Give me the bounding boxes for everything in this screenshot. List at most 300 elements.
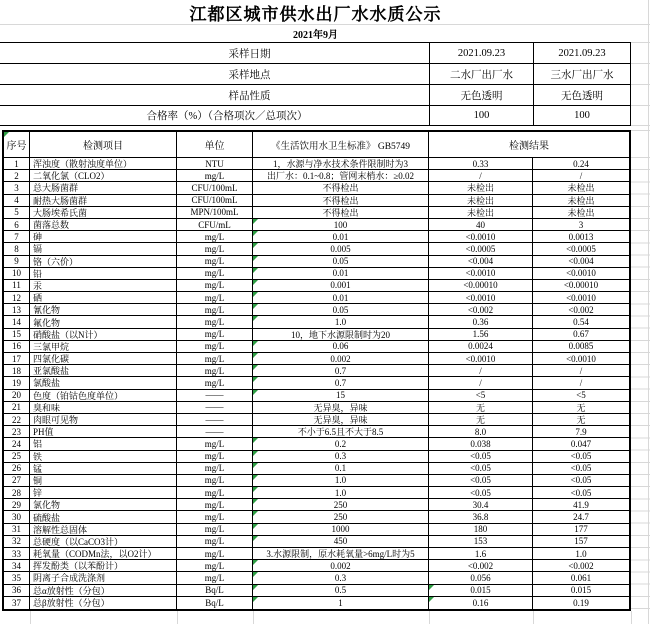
cell-unit: mg/L xyxy=(177,548,253,559)
cell-result-plant2: 未检出 xyxy=(429,195,533,206)
cell-result-plant3: 0.061 xyxy=(570,572,592,583)
info-row-pass-rate xyxy=(0,106,631,126)
green-triangle-indicator xyxy=(253,572,258,577)
green-triangle-indicator xyxy=(253,597,258,602)
cell-result-plant2: <0.0010 xyxy=(429,231,533,242)
cell-item-name: 挥发酚类（以苯酚计） xyxy=(30,560,177,571)
report-month: 2021年9月 xyxy=(0,25,631,43)
table-row xyxy=(4,353,629,365)
cell-unit: MPN/100mL xyxy=(177,207,253,218)
green-triangle-indicator xyxy=(253,585,258,590)
cell-row-number: 11 xyxy=(4,280,30,291)
cell-result-plant2: <0.05 xyxy=(429,451,533,462)
cell-item-name: 砷 xyxy=(30,231,177,242)
cell-result-plant2: / xyxy=(429,365,533,376)
cell-item-name: 硒 xyxy=(30,292,177,303)
cell-item-name: 氯化物 xyxy=(30,499,177,510)
cell-standard-limit: 1 xyxy=(253,597,429,609)
cell-row-number: 37 xyxy=(4,597,30,609)
table-row xyxy=(4,341,629,353)
cell-unit: mg/L xyxy=(177,231,253,242)
cell-row-number: 28 xyxy=(4,487,30,498)
cell-item-name: 锰 xyxy=(30,463,177,474)
green-triangle-indicator xyxy=(253,268,258,273)
header-standard: 《生活饮用水卫生标准》 GB5749 xyxy=(253,132,429,157)
cell-standard-limit: 450 xyxy=(253,536,429,547)
cell-row-number: 10 xyxy=(4,268,30,279)
grid-line xyxy=(631,611,632,624)
green-triangle-indicator xyxy=(253,231,258,236)
green-triangle-indicator xyxy=(253,511,258,516)
cell-item-name: 总β放射性（分包） xyxy=(30,597,177,609)
cell-row-number: 26 xyxy=(4,463,30,474)
header-item: 检测项目 xyxy=(30,132,177,157)
cell-standard-limit: 3.水源限制，原水耗氧量>6mg/L时为5 xyxy=(253,548,429,559)
cell-result-plant3: 0.19 xyxy=(573,597,589,608)
cell-standard-limit: 0.3 xyxy=(253,572,429,583)
table-row xyxy=(4,280,629,292)
green-triangle-indicator xyxy=(253,475,258,480)
table-row xyxy=(4,572,629,584)
cell-result-plant2: 无 xyxy=(429,402,533,413)
table-row xyxy=(4,304,629,316)
cell-result-plant2: 0.015 xyxy=(429,585,533,596)
cell-item-name: 臭和味 xyxy=(30,402,177,413)
cell-result-plant3: / xyxy=(579,170,583,181)
green-triangle-indicator xyxy=(253,499,258,504)
table-row xyxy=(4,426,629,438)
cell-standard-limit: 15 xyxy=(253,390,429,401)
cell-result-plant3: 177 xyxy=(574,524,588,535)
cell-row-number: 20 xyxy=(4,390,30,401)
table-row xyxy=(4,597,629,609)
green-triangle-indicator xyxy=(253,390,258,395)
cell-standard-limit: 250 xyxy=(253,511,429,522)
cell-standard-limit: 出厂水：0.1~0.8；管网末梢水：≥0.02 xyxy=(253,170,429,181)
grid-line xyxy=(648,0,649,624)
cell-standard-limit: 1，水源与净水技术条件限制时为3 xyxy=(253,158,429,169)
cell-result-plant3: 0.24 xyxy=(573,158,589,169)
cell-standard-limit: 0.3 xyxy=(253,451,429,462)
grid-line xyxy=(253,611,254,624)
sampling-date-label: 采样日期 xyxy=(0,43,430,63)
cell-item-name: 大肠埃希氏菌 xyxy=(30,207,177,218)
cell-result-plant2: <0.002 xyxy=(429,560,533,571)
cell-unit: mg/L xyxy=(177,499,253,510)
cell-item-name: 镉 xyxy=(30,243,177,254)
cell-standard-limit: 0.001 xyxy=(253,280,429,291)
cell-item-name: PH值 xyxy=(30,426,177,437)
cell-unit: CFU/100mL xyxy=(177,195,253,206)
cell-unit: mg/L xyxy=(177,170,253,181)
table-row xyxy=(4,511,629,523)
sampling-place-plant3: 三水厂出厂水 xyxy=(534,64,631,84)
cell-unit: mg/L xyxy=(177,292,253,303)
cell-unit: mg/L xyxy=(177,524,253,535)
cell-unit: mg/L xyxy=(177,487,253,498)
cell-unit: mg/L xyxy=(177,438,253,449)
cell-result-plant2: <0.00010 xyxy=(429,280,533,291)
cell-result-plant2: 0.33 xyxy=(429,158,533,169)
green-triangle-indicator xyxy=(253,463,258,468)
cell-result-plant3: <0.05 xyxy=(570,451,592,462)
cell-row-number: 36 xyxy=(4,585,30,596)
green-triangle-indicator xyxy=(4,132,9,137)
cell-row-number: 8 xyxy=(4,243,30,254)
cell-result-plant2: 8.0 xyxy=(429,426,533,437)
green-triangle-indicator xyxy=(429,597,434,602)
cell-unit: mg/L xyxy=(177,511,253,522)
cell-item-name: 总硬度（以CaCO3计） xyxy=(30,536,177,547)
cell-unit: mg/L xyxy=(177,268,253,279)
info-row-sampling-place xyxy=(0,64,631,85)
cell-row-number: 15 xyxy=(4,329,30,340)
results-table xyxy=(2,130,631,611)
cell-result-plant3: 0.0013 xyxy=(568,231,594,242)
cell-result-plant2: 0.36 xyxy=(429,316,533,327)
cell-standard-limit: 不得检出 xyxy=(253,182,429,193)
cell-standard-limit: 100 xyxy=(253,219,429,230)
cell-row-number: 18 xyxy=(4,365,30,376)
table-row xyxy=(4,182,629,194)
sampling-date-plant2: 2021.09.23 xyxy=(430,43,534,63)
cell-row-number: 4 xyxy=(4,195,30,206)
cell-unit: NTU xyxy=(177,158,253,169)
cell-row-number: 14 xyxy=(4,316,30,327)
cell-standard-limit: 0.7 xyxy=(253,365,429,376)
cell-result-plant2: <0.05 xyxy=(429,463,533,474)
cell-row-number: 5 xyxy=(4,207,30,218)
cell-standard-limit: 不得检出 xyxy=(253,195,429,206)
cell-unit: mg/L xyxy=(177,256,253,267)
cell-result-plant3: 未检出 xyxy=(567,183,595,194)
cell-result-plant2: 40 xyxy=(429,219,533,230)
green-triangle-indicator xyxy=(253,292,258,297)
cell-unit: mg/L xyxy=(177,304,253,315)
cell-result-plant2: / xyxy=(429,377,533,388)
cell-result-plant3: <5 xyxy=(576,390,586,401)
green-triangle-indicator xyxy=(253,487,258,492)
cell-result-plant3: <0.00010 xyxy=(563,280,599,291)
cell-result-plant3: <0.05 xyxy=(570,475,592,486)
cell-item-name: 阴离子合成洗涤剂 xyxy=(30,572,177,583)
cell-result-plant3: <0.05 xyxy=(570,487,592,498)
cell-row-number: 30 xyxy=(4,511,30,522)
cell-item-name: 氰化物 xyxy=(30,304,177,315)
cell-item-name: 铅 xyxy=(30,268,177,279)
cell-result-plant2: <5 xyxy=(429,390,533,401)
cell-item-name: 锌 xyxy=(30,487,177,498)
table-row xyxy=(4,487,629,499)
cell-result-plant2: 0.038 xyxy=(429,438,533,449)
table-row xyxy=(4,329,629,341)
cell-standard-limit: 0.06 xyxy=(253,341,429,352)
cell-unit: mg/L xyxy=(177,341,253,352)
cell-row-number: 6 xyxy=(4,219,30,230)
info-row-sample-nature xyxy=(0,85,631,106)
cell-standard-limit: 0.002 xyxy=(253,560,429,571)
table-row xyxy=(4,219,629,231)
cell-result-plant3: <0.05 xyxy=(570,463,592,474)
cell-row-number: 34 xyxy=(4,560,30,571)
cell-result-plant2: 未检出 xyxy=(429,182,533,193)
cell-unit: mg/L xyxy=(177,316,253,327)
cell-result-plant3: 0.67 xyxy=(573,329,589,340)
cell-unit: —— xyxy=(177,402,253,413)
header-no: 序号 xyxy=(4,132,30,157)
header-result: 检测结果 xyxy=(509,141,549,152)
green-triangle-indicator xyxy=(253,280,258,285)
grid-line xyxy=(429,611,430,624)
cell-result-plant3: <0.0010 xyxy=(566,353,596,364)
cell-unit: —— xyxy=(177,426,253,437)
cell-item-name: 铝 xyxy=(30,438,177,449)
cell-standard-limit: 无异臭，异味 xyxy=(253,402,429,413)
cell-result-plant3: <0.0010 xyxy=(566,292,596,303)
cell-item-name: 三氯甲烷 xyxy=(30,341,177,352)
cell-standard-limit: 0.005 xyxy=(253,243,429,254)
cell-row-number: 16 xyxy=(4,341,30,352)
cell-result-plant3: 无 xyxy=(576,415,586,426)
green-triangle-indicator xyxy=(429,585,434,590)
info-section xyxy=(0,43,631,126)
cell-result-plant2: <0.05 xyxy=(429,487,533,498)
cell-standard-limit: 0.5 xyxy=(253,585,429,596)
cell-result-plant3: <0.002 xyxy=(568,560,594,571)
cell-row-number: 25 xyxy=(4,451,30,462)
cell-result-plant3: 3 xyxy=(578,219,584,230)
cell-item-name: 四氯化碳 xyxy=(30,353,177,364)
cell-standard-limit: 0.05 xyxy=(253,304,429,315)
table-row xyxy=(4,365,629,377)
table-row xyxy=(4,463,629,475)
cell-result-plant3: <0.0005 xyxy=(566,243,596,254)
cell-unit: mg/L xyxy=(177,572,253,583)
cell-row-number: 27 xyxy=(4,475,30,486)
cell-unit: mg/L xyxy=(177,280,253,291)
cell-row-number: 24 xyxy=(4,438,30,449)
cell-row-number: 3 xyxy=(4,182,30,193)
cell-unit: mg/L xyxy=(177,377,253,388)
cell-result-plant2: 无 xyxy=(429,414,533,425)
cell-unit: mg/L xyxy=(177,463,253,474)
table-row xyxy=(4,536,629,548)
cell-item-name: 菌落总数 xyxy=(30,219,177,230)
cell-result-plant2: <0.0005 xyxy=(429,243,533,254)
table-row xyxy=(4,499,629,511)
table-row xyxy=(4,268,629,280)
green-triangle-indicator xyxy=(253,304,258,309)
cell-standard-limit: 0.002 xyxy=(253,353,429,364)
cell-result-plant2: 153 xyxy=(429,536,533,547)
cell-unit: mg/L xyxy=(177,365,253,376)
cell-standard-limit: 0.01 xyxy=(253,268,429,279)
cell-row-number: 33 xyxy=(4,548,30,559)
cell-row-number: 23 xyxy=(4,426,30,437)
green-triangle-indicator xyxy=(253,536,258,541)
cell-result-plant2: 36.8 xyxy=(429,511,533,522)
cell-item-name: 二氧化氯（CLO2） xyxy=(30,170,177,181)
cell-item-name: 汞 xyxy=(30,280,177,291)
table-row xyxy=(4,524,629,536)
cell-row-number: 7 xyxy=(4,231,30,242)
cell-result-plant2: 30.4 xyxy=(429,499,533,510)
table-row xyxy=(4,231,629,243)
cell-standard-limit: 不小于6.5且不大于8.5 xyxy=(253,426,429,437)
cell-result-plant3: <0.002 xyxy=(568,304,594,315)
table-row xyxy=(4,438,629,450)
table-row xyxy=(4,377,629,389)
cell-row-number: 32 xyxy=(4,536,30,547)
cell-item-name: 氟化物 xyxy=(30,316,177,327)
table-row xyxy=(4,195,629,207)
cell-result-plant3: 未检出 xyxy=(567,195,595,206)
sampling-place-label: 采样地点 xyxy=(0,64,430,84)
cell-item-name: 肉眼可见物 xyxy=(30,414,177,425)
cell-row-number: 29 xyxy=(4,499,30,510)
cell-result-plant3: <0.0010 xyxy=(566,268,596,279)
green-triangle-indicator xyxy=(253,560,258,565)
cell-standard-limit: 0.2 xyxy=(253,438,429,449)
cell-standard-limit: 1.0 xyxy=(253,487,429,498)
green-triangle-indicator xyxy=(253,438,258,443)
cell-result-plant2: 1.6 xyxy=(429,548,533,559)
cell-unit: mg/L xyxy=(177,536,253,547)
cell-standard-limit: 0.7 xyxy=(253,377,429,388)
cell-result-plant2: <0.0010 xyxy=(429,292,533,303)
table-row xyxy=(4,243,629,255)
table-row xyxy=(4,585,629,597)
cell-result-plant2: 0.056 xyxy=(429,572,533,583)
cell-standard-limit: 0.1 xyxy=(253,463,429,474)
cell-item-name: 溶解性总固体 xyxy=(30,524,177,535)
cell-result-plant2: 1.56 xyxy=(429,329,533,340)
cell-result-plant2: 未检出 xyxy=(429,207,533,218)
table-row xyxy=(4,170,629,182)
table-body xyxy=(4,158,629,609)
cell-result-plant3: / xyxy=(579,377,583,388)
sampling-place-plant2: 二水厂出厂水 xyxy=(430,64,534,84)
cell-standard-limit: 1.0 xyxy=(253,316,429,327)
cell-item-name: 亚氯酸盐 xyxy=(30,365,177,376)
table-row xyxy=(4,256,629,268)
cell-item-name: 耗氧量（CODMn法，以O2计） xyxy=(30,548,177,559)
cell-row-number: 35 xyxy=(4,572,30,583)
table-row xyxy=(4,402,629,414)
cell-item-name: 铁 xyxy=(30,451,177,462)
pass-rate-plant2: 100 xyxy=(430,106,534,125)
cell-unit: Bq/L xyxy=(177,585,253,596)
cell-result-plant3: 0.54 xyxy=(573,317,589,328)
cell-item-name: 铬（六价） xyxy=(30,256,177,267)
table-row xyxy=(4,451,629,463)
info-row-sampling-date xyxy=(0,43,631,64)
cell-unit: mg/L xyxy=(177,243,253,254)
cell-item-name: 硝酸盐（以N计） xyxy=(30,329,177,340)
cell-unit: CFU/100mL xyxy=(177,182,253,193)
cell-result-plant2: <0.0010 xyxy=(429,353,533,364)
grid-line xyxy=(30,611,31,624)
table-row xyxy=(4,475,629,487)
table-row xyxy=(4,414,629,426)
cell-unit: CFU/mL xyxy=(177,219,253,230)
cell-item-name: 浑浊度（散射浊度单位） xyxy=(30,158,177,169)
cell-result-plant3: 0.015 xyxy=(570,585,592,596)
sample-nature-plant3: 无色透明 xyxy=(534,85,631,105)
cell-result-plant3: 未检出 xyxy=(567,207,595,218)
cell-result-plant3: 1.0 xyxy=(575,548,587,559)
table-header-row xyxy=(4,132,629,158)
cell-unit: mg/L xyxy=(177,451,253,462)
cell-standard-limit: 1000 xyxy=(253,524,429,535)
cell-item-name: 耐热大肠菌群 xyxy=(30,195,177,206)
cell-standard-limit: 0.01 xyxy=(253,292,429,303)
cell-unit: mg/L xyxy=(177,353,253,364)
cell-item-name: 硫酸盐 xyxy=(30,511,177,522)
cell-standard-limit: 250 xyxy=(253,499,429,510)
cell-unit: —— xyxy=(177,390,253,401)
green-triangle-indicator xyxy=(253,243,258,248)
cell-item-name: 色度（铂钴色度单位） xyxy=(30,390,177,401)
cell-item-name: 总大肠菌群 xyxy=(30,182,177,193)
cell-result-plant3: 0.047 xyxy=(570,438,592,449)
cell-result-plant2: 180 xyxy=(429,524,533,535)
pass-rate-label: 合格率（%）（合格项次／总项次） xyxy=(0,106,430,125)
cell-standard-limit: 不得检出 xyxy=(253,207,429,218)
table-row xyxy=(4,207,629,219)
cell-result-plant2: <0.002 xyxy=(429,304,533,315)
cell-row-number: 2 xyxy=(4,170,30,181)
cell-standard-limit: 10，地下水源限制时为20 xyxy=(253,329,429,340)
cell-result-plant3: 0.0085 xyxy=(568,341,594,352)
table-row xyxy=(4,548,629,560)
green-triangle-indicator xyxy=(253,353,258,358)
cell-row-number: 21 xyxy=(4,402,30,413)
sample-nature-label: 样品性质 xyxy=(0,85,430,105)
cell-row-number: 22 xyxy=(4,414,30,425)
cell-standard-limit: 0.01 xyxy=(253,231,429,242)
cell-result-plant3: 无 xyxy=(576,402,586,413)
grid-line xyxy=(533,611,534,624)
cell-unit: mg/L xyxy=(177,560,253,571)
cell-item-name: 氯酸盐 xyxy=(30,377,177,388)
green-triangle-indicator xyxy=(253,524,258,529)
cell-standard-limit: 无异臭，异味 xyxy=(253,414,429,425)
cell-result-plant2: 0.0024 xyxy=(429,341,533,352)
grid-line xyxy=(177,611,178,624)
cell-unit: mg/L xyxy=(177,329,253,340)
green-triangle-indicator xyxy=(253,377,258,382)
cell-result-plant2: / xyxy=(429,170,533,181)
cell-result-plant2: <0.05 xyxy=(429,475,533,486)
cell-row-number: 1 xyxy=(4,158,30,169)
cell-result-plant3: 24.7 xyxy=(573,512,589,523)
cell-item-name: 总α放射性（分包） xyxy=(30,585,177,596)
cell-result-plant2: <0.0010 xyxy=(429,268,533,279)
table-row xyxy=(4,158,629,170)
cell-row-number: 19 xyxy=(4,377,30,388)
cell-result-plant3: / xyxy=(579,365,583,376)
header-unit: 单位 xyxy=(177,132,253,157)
cell-row-number: 17 xyxy=(4,353,30,364)
table-row xyxy=(4,390,629,402)
cell-standard-limit: 0.05 xyxy=(253,256,429,267)
cell-standard-limit: 1.0 xyxy=(253,475,429,486)
table-row xyxy=(4,560,629,572)
cell-result-plant3: 7.9 xyxy=(575,426,587,437)
green-triangle-indicator xyxy=(253,256,258,261)
cell-row-number: 9 xyxy=(4,256,30,267)
